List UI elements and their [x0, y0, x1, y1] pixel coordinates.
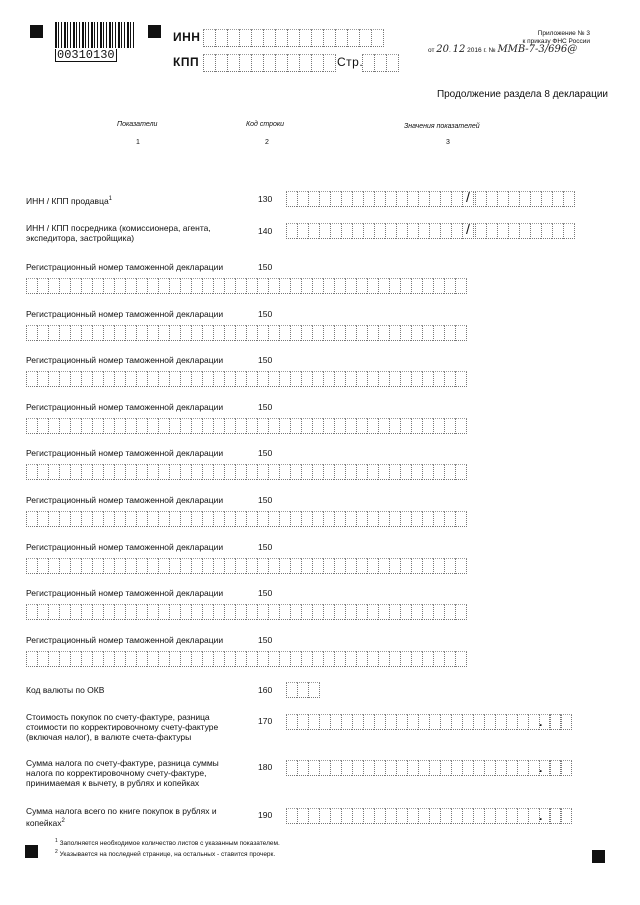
row-170-fraction-cells[interactable]: [549, 714, 572, 730]
barcode: [55, 22, 135, 60]
row-150-cells[interactable]: [26, 604, 467, 620]
row-150-code: 150: [258, 542, 273, 552]
footnote-1: $^1$ Заполняется необходимое количество листов с указанным показателем.: [55, 838, 280, 848]
row-150-code: 150: [258, 635, 273, 645]
row-150-code: 150: [258, 402, 273, 412]
row-150-label: Регистрационный номер таможенной декларации: [26, 588, 224, 598]
corner-marker-top-right: [148, 25, 161, 38]
row-190-fraction-cells[interactable]: [549, 808, 572, 824]
kpp-label: КПП: [173, 55, 200, 69]
row-170-integer-cells[interactable]: [286, 714, 562, 730]
row-180-fraction-cells[interactable]: [549, 760, 572, 776]
row-150-cells[interactable]: [26, 464, 467, 480]
row-150-label: Регистрационный номер таможенной декларации: [26, 542, 224, 552]
row-140-kpp-cells[interactable]: [475, 223, 575, 239]
row-150-label: Регистрационный номер таможенной декларации: [26, 402, 224, 412]
column-num-1: 1: [136, 139, 140, 146]
row-140-inn-cells[interactable]: [286, 223, 474, 239]
appendix-note: Приложение № 3 к приказу ФНС России: [522, 30, 590, 45]
row-150-cells[interactable]: [26, 558, 467, 574]
row-150-code: 150: [258, 355, 273, 365]
row-130-label: ИНН / КПП продавца$^1$: [26, 195, 113, 206]
row-170-label: Стоимость покупок по счету-фактуре, разница стоимости по корректировочному счету-фактуре (включая налог), в валюте счета-фактуры: [26, 712, 219, 742]
row-180-code: 180: [258, 762, 273, 772]
row-150-code: 150: [258, 495, 273, 505]
row-150-label: Регистрационный номер таможенной декларации: [26, 635, 224, 645]
row-170-code: 170: [258, 716, 273, 726]
corner-marker-bottom-right: [592, 850, 605, 863]
page-label: Стр.: [337, 55, 364, 69]
row-150-cells[interactable]: [26, 651, 467, 667]
kpp-cells[interactable]: [203, 54, 336, 72]
row-150-label: Регистрационный номер таможенной декларации: [26, 309, 224, 319]
row-190-code: 190: [258, 810, 273, 820]
page-cells[interactable]: [362, 54, 399, 72]
corner-marker-top-left: [30, 25, 43, 38]
row-150-cells[interactable]: [26, 511, 467, 527]
inn-cells[interactable]: [203, 29, 384, 47]
barcode-digits: 00310130: [57, 48, 115, 62]
column-code: Код строки: [246, 121, 285, 128]
row-160-label: Код валюты по ОКВ: [26, 685, 105, 695]
row-150-cells[interactable]: [26, 278, 467, 294]
column-indicators: Показатели: [117, 121, 158, 128]
column-num-3: 3: [446, 139, 450, 146]
corner-marker-bottom-left: [25, 845, 38, 858]
row-150-code: 150: [258, 309, 273, 319]
row-150-cells[interactable]: [26, 325, 467, 341]
row-150-cells[interactable]: [26, 371, 467, 387]
barcode-bars: [55, 22, 135, 48]
row-150-cells[interactable]: [26, 418, 467, 434]
row-150-label: Регистрационный номер таможенной декларации: [26, 495, 224, 505]
row-150-label: Регистрационный номер таможенной декларации: [26, 262, 224, 272]
footnote-2: $^2$ Указывается на последней странице, на остальных - ставится прочерк.: [55, 849, 276, 859]
row-130-kpp-cells[interactable]: [475, 191, 575, 207]
column-num-2: 2: [265, 139, 269, 146]
row-150-label: Регистрационный номер таможенной декларации: [26, 355, 224, 365]
row-150-code: 150: [258, 448, 273, 458]
row-190-label: Сумма налога всего по книге покупок в рублях и копейках$^2$: [26, 806, 217, 828]
inn-label: ИНН: [173, 30, 201, 44]
row-150-code: 150: [258, 262, 273, 272]
row-180-dot: .: [539, 761, 543, 775]
row-160-cells[interactable]: [286, 682, 320, 698]
row-140-code: 140: [258, 226, 273, 236]
row-130-code: 130: [258, 194, 273, 204]
section-title: Продолжение раздела 8 декларации: [436, 89, 608, 100]
row-150-code: 150: [258, 588, 273, 598]
row-160-code: 160: [258, 685, 273, 695]
row-190-integer-cells[interactable]: [286, 808, 562, 824]
order-reference: от 20. 12 2016 г. № ММВ-7-3/696@: [428, 44, 578, 55]
row-190-dot: .: [539, 809, 543, 823]
row-140-slash: /: [466, 221, 470, 237]
row-180-label: Сумма налога по счету-фактуре, разница суммы налога по корректировочному счету-фактуре, принимаемая к вычету, в рублях и копейках: [26, 758, 219, 788]
row-180-integer-cells[interactable]: [286, 760, 562, 776]
column-values: Значения показателей: [404, 123, 480, 130]
row-130-inn-cells[interactable]: [286, 191, 474, 207]
row-140-label: ИНН / КПП посредника (комиссионера, агента, экспедитора, застройщика): [26, 223, 211, 243]
row-150-label: Регистрационный номер таможенной декларации: [26, 448, 224, 458]
row-170-dot: .: [539, 715, 543, 729]
row-130-slash: /: [466, 189, 470, 205]
